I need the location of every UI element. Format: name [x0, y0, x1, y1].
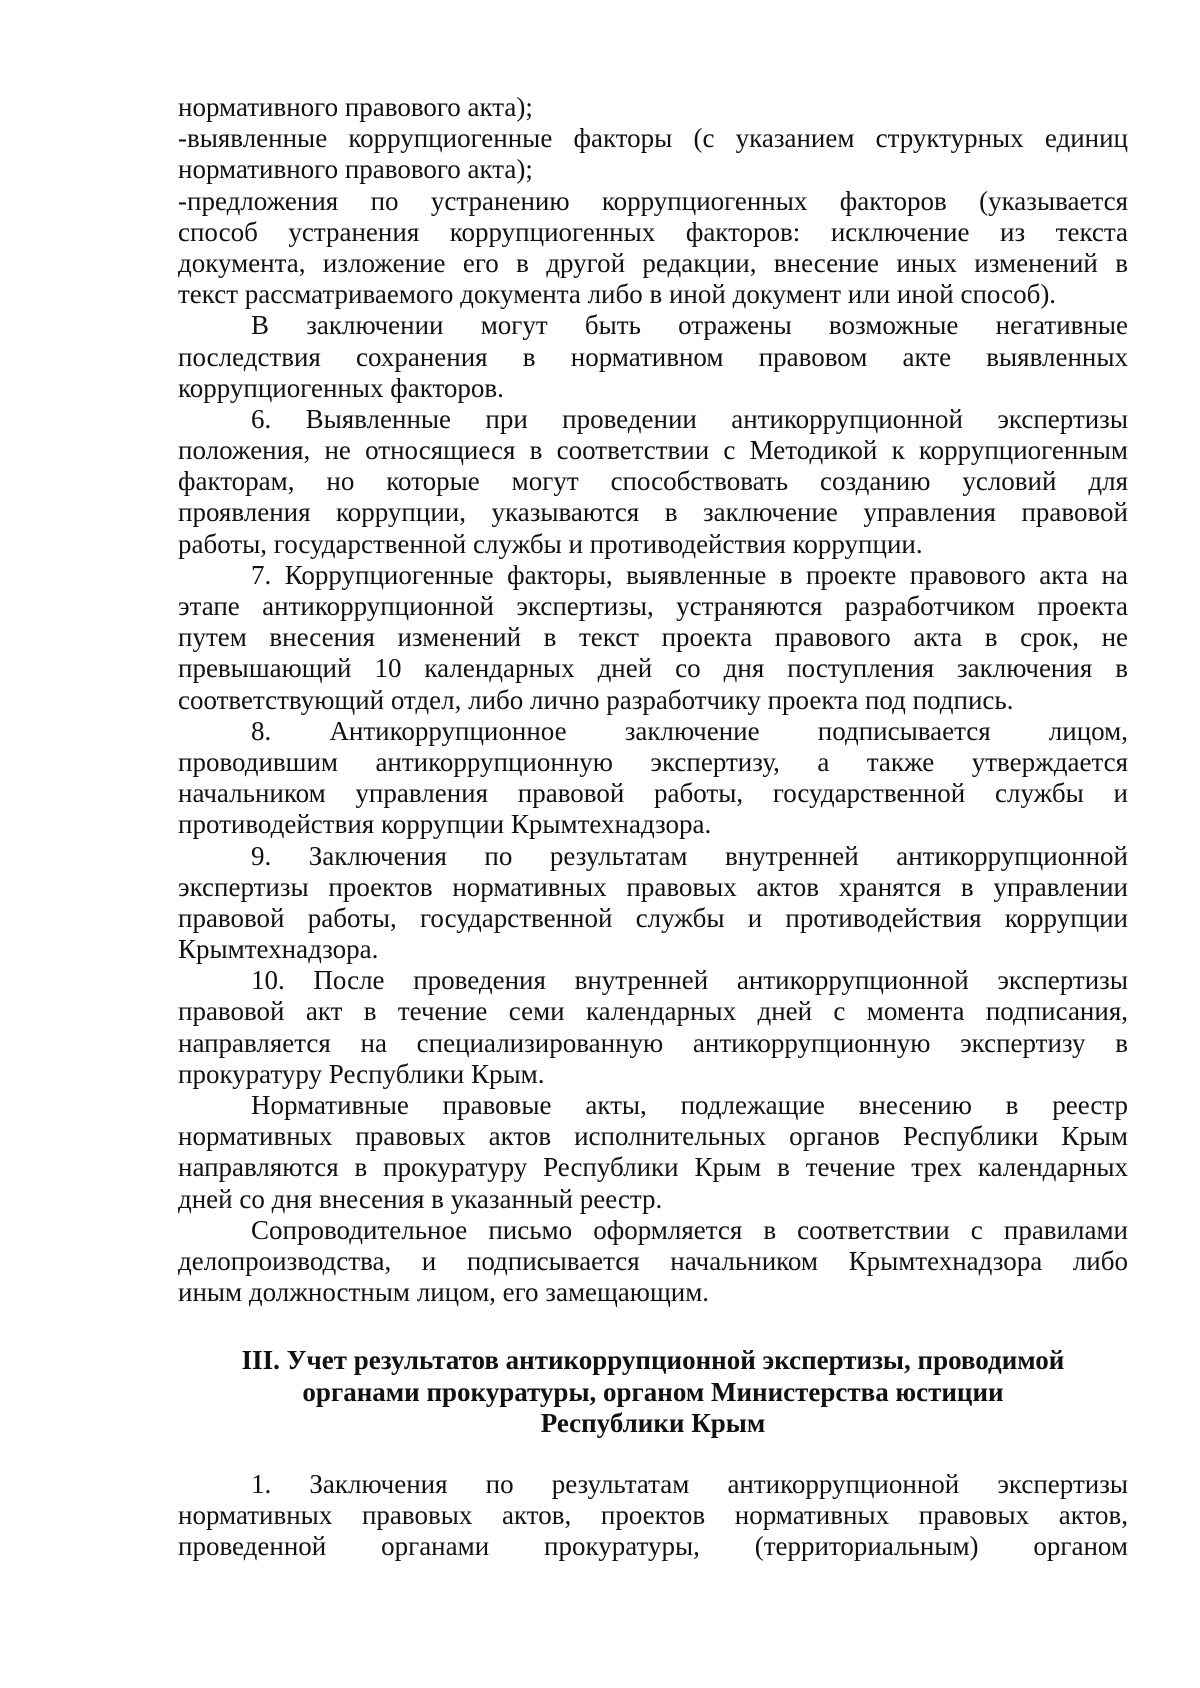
text-line: 9. Заключения по результатам внутренней антикоррупционной	[251, 840, 1128, 871]
text-line: положения, не относящиеся в соответствии с Методикой к коррупциогенным	[178, 435, 1128, 466]
text-line: 6. Выявленные при проведении антикоррупционной экспертизы	[251, 403, 1128, 434]
text-line: способ устранения коррупциогенных факторов: исключение из текста	[178, 216, 1128, 247]
text-line: превышающий 10 календарных дней со дня поступления заключения в	[178, 653, 1128, 684]
text-line: проведенной органами прокуратуры, (территориальным) органом	[178, 1531, 1128, 1562]
text-line: последствия сохранения в нормативном правовом акте выявленных	[178, 341, 1128, 372]
section-heading-line-3: Республики Крым	[540, 1407, 766, 1438]
text-line: нормативных правовых актов, проектов нормативных правовых актов,	[178, 1500, 1128, 1531]
section-heading-line-2: органами прокуратуры, органом Министерства юстиции	[302, 1376, 1004, 1407]
text-line: проявления коррупции, указываются в заключение управления правовой	[178, 497, 1128, 528]
spacer	[178, 1308, 1128, 1345]
text-line: нормативных правовых актов исполнительных органов Республики Крым	[178, 1121, 1128, 1152]
text-line: -выявленные коррупциогенные факторы (с указанием структурных единиц	[178, 123, 1128, 154]
text-line: Сопроводительное письмо оформляется в соответствии с правилами	[251, 1214, 1128, 1245]
text-line: текст рассматриваемого документа либо в иной документ или иной способ).	[178, 279, 1057, 310]
section-heading-line-1: III. Учет результатов антикоррупционной экспертизы, проводимой	[241, 1345, 1065, 1376]
text-line: В заключении могут быть отражены возможные негативные	[251, 310, 1128, 341]
text-line: проводившим антикоррупционную экспертизу, а также утверждается	[178, 746, 1128, 777]
text-line: правовой акт в течение семи календарных дней с момента подписания,	[178, 996, 1128, 1027]
text-line: прокуратуру Республики Крым.	[178, 1058, 545, 1089]
spacer	[178, 1439, 1128, 1469]
text-line: путем внесения изменений в текст проекта правового акта в срок, не	[178, 622, 1128, 653]
text-line: правовой работы, государственной службы и противодействия коррупции	[178, 902, 1128, 933]
text-line: нормативного правового акта);	[178, 92, 533, 122]
text-line: -предложения по устранению коррупциогенных факторов (указывается	[178, 185, 1128, 216]
text-line: дней со дня внесения в указанный реестр.	[178, 1183, 663, 1214]
text-line: противодействия коррупции Крымтехнадзора.	[178, 809, 712, 840]
text-line: начальником управления правовой работы, государственной службы и	[178, 778, 1128, 809]
text-line: 10. После проведения внутренней антикоррупционной экспертизы	[251, 965, 1128, 996]
text-line: работы, государственной службы и противодействия коррупции.	[178, 528, 923, 559]
text-line: этапе антикоррупционной экспертизы, устраняются разработчиком проекта	[178, 591, 1128, 621]
text-line: документа, изложение его в другой редакции, внесение иных изменений в	[178, 247, 1128, 278]
text-line: Нормативные правовые акты, подлежащие внесению в реестр	[251, 1090, 1128, 1120]
text-line: 8. Антикоррупционное заключение подписывается лицом,	[251, 715, 1128, 746]
text-line: направляется на специализированную антикоррупционную экспертизу в	[178, 1027, 1128, 1058]
text-line: нормативного правового акта);	[178, 154, 533, 185]
text-line: коррупциогенных факторов.	[178, 372, 504, 403]
text-line: делопроизводства, и подписывается начальником Крымтехнадзора либо	[178, 1245, 1128, 1276]
text-line: направляются в прокуратуру Республики Крым в течение трех календарных	[178, 1152, 1128, 1183]
text-line: соответствующий отдел, либо лично разработчику проекта под подпись.	[178, 684, 1014, 715]
text-line: факторам, но которые могут способствовать созданию условий для	[178, 466, 1128, 497]
text-line: 1. Заключения по результатам антикоррупционной экспертизы	[251, 1468, 1128, 1499]
body-text-upper	[178, 92, 1128, 1308]
body-text-lower	[178, 1469, 1128, 1563]
text-line: 7. Коррупциогенные факторы, выявленные в проекте правового акта на	[251, 559, 1128, 590]
section-heading	[178, 1345, 1128, 1439]
text-line: иным должностным лицом, его замещающим.	[178, 1277, 710, 1308]
text-line: экспертизы проектов нормативных правовых актов хранятся в управлении	[178, 871, 1128, 902]
text-line: Крымтехнадзора.	[178, 934, 379, 965]
